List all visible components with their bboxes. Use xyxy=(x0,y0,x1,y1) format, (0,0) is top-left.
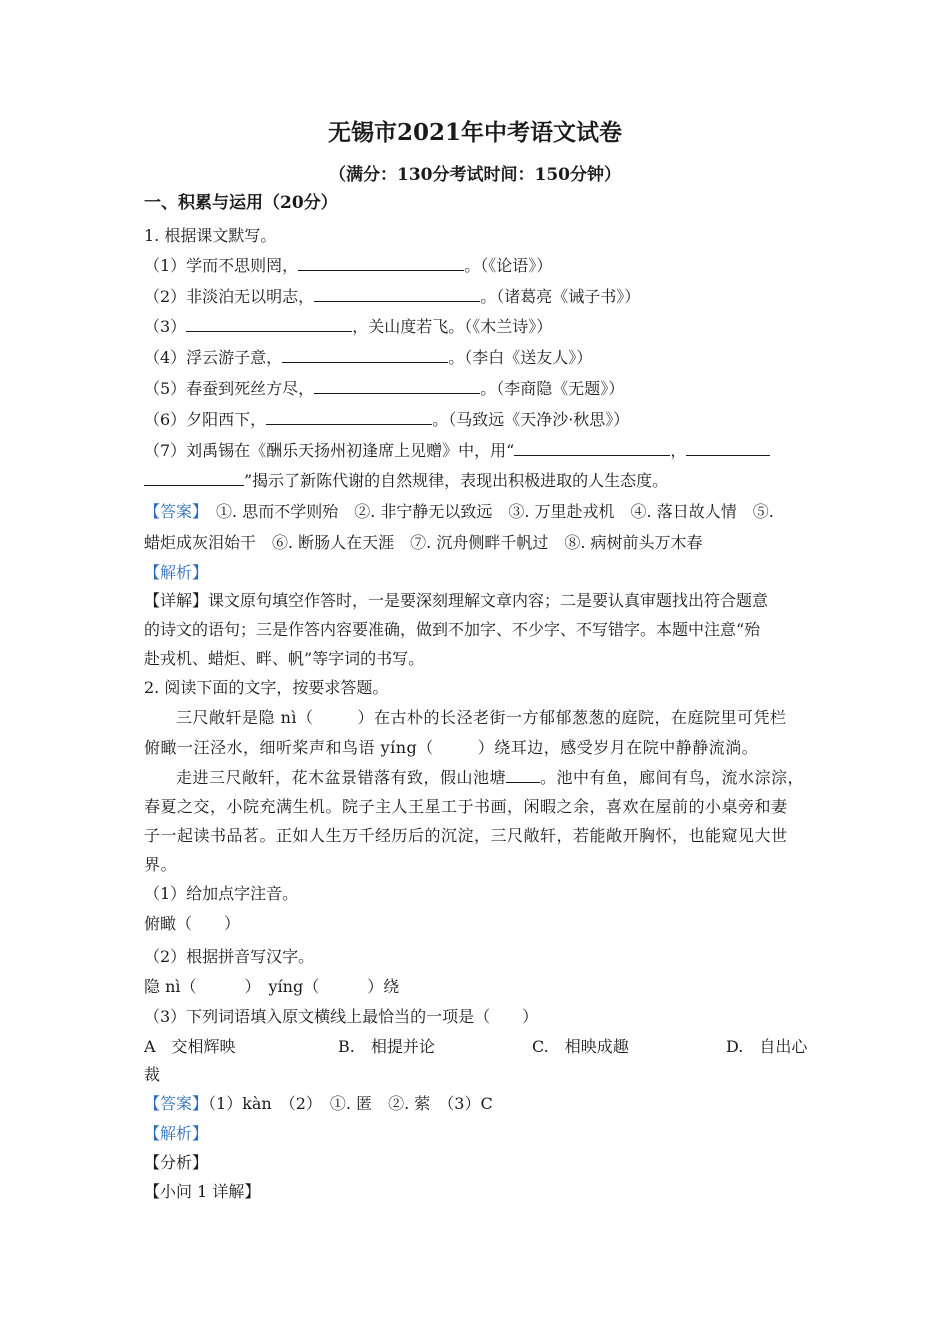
q1-item-4: （4）浮云游子意， 。（李白《送友人》） xyxy=(144,348,593,367)
q2-passage-2b: 春夏之交，小院充满生机。院子主人王星工于书画，闲暇之余，喜欢在屋前的小桌旁和妻 xyxy=(144,797,788,816)
blank xyxy=(298,256,464,271)
exam-title: 无锡市2021年中考语文试卷 xyxy=(327,119,622,146)
blank xyxy=(314,287,480,302)
q2-sub1-question: 俯瞰（ ） xyxy=(144,914,241,933)
q2-passage-2d: 界。 xyxy=(144,855,178,874)
q2-stem: 2. 阅读下面的文字，按要求答题。 xyxy=(144,678,389,697)
q2-sub1: （1）给加点字注音。 xyxy=(144,884,299,903)
q2-passage-2c: 子一起读书品茗。正如人生万千经历后的沉淀，三尺敞轩，若能敞开胸怀，也能窥见大世 xyxy=(144,826,788,845)
q2-sub3: （3）下列词语填入原文横线上最恰当的一项是（ ） xyxy=(144,1007,539,1026)
section-heading: 一、积累与运用（20分） xyxy=(144,193,338,213)
fenxi-label: 【分析】 xyxy=(144,1153,209,1172)
blank xyxy=(266,410,432,425)
blank xyxy=(314,379,480,394)
analysis-tag: 【解析】 xyxy=(144,1124,209,1143)
blank xyxy=(686,441,770,456)
q2-answer: 【答案】（1）kàn （2） ①. 匿 ②. 萦 （3）C xyxy=(144,1094,493,1113)
q1-item-3: （3） ，关山度若飞。（《木兰诗》） xyxy=(144,317,553,336)
q1-detail-3: 赴戎机、蜡炬、畔、帆”等字词的书写。 xyxy=(144,649,425,668)
q2-passage-2a: 走进三尺敞轩，花木盆景错落有致，假山池塘 。池中有鱼，廊间有鸟，流水淙淙， xyxy=(176,768,805,787)
q1-detail-1: 【详解】课文原句填空作答时，一是要深刻理解文章内容；二是要认真审题找出符合题意 xyxy=(144,591,769,610)
q1-answer-line-2: 蜡炬成灰泪始干 ⑥. 断肠人在天涯 ⑦. 沉舟侧畔千帆过 ⑧. 病树前头万木春 xyxy=(144,533,703,552)
option-a: A 交相辉映 xyxy=(144,1037,236,1056)
answer-tag: 【答案】 xyxy=(144,1094,209,1113)
q2-passage-1a: 三尺敞轩是隐 nì（ ）在古朴的长泾老街一方郁郁葱葱的庭院，在庭院里可凭栏 xyxy=(176,708,787,727)
q1-item-1: （1）学而不思则罔， 。（《论语》） xyxy=(144,256,553,275)
q1-item-6: （6）夕阳西下， 。（马致远《天净沙·秋思》） xyxy=(144,410,630,429)
blank xyxy=(514,441,670,456)
blank xyxy=(186,317,352,332)
exam-subtitle: （满分：130分考试时间：150分钟） xyxy=(329,165,621,185)
q1-answer-line-1: 【答案】 ①. 思而不学则殆 ②. 非宁静无以致远 ③. 万里赴戎机 ④. 落日故人情 ⑤. xyxy=(144,502,774,521)
option-b: B. 相提并论 xyxy=(338,1037,435,1056)
q2-sub2: （2）根据拼音写汉字。 xyxy=(144,947,315,966)
blank xyxy=(282,348,448,363)
q2-sub2-question: 隐 nì（ ） yíng（ ）绕 xyxy=(144,977,400,996)
analysis-tag: 【解析】 xyxy=(144,563,209,582)
option-d-cont: 裁 xyxy=(144,1065,161,1084)
q1-item-5: （5）春蚕到死丝方尽， 。（李商隐《无题》） xyxy=(144,379,625,398)
blank xyxy=(144,471,244,486)
blank xyxy=(506,768,540,783)
option-c: C. 相映成趣 xyxy=(532,1037,629,1056)
q2-passage-1b: 俯瞰一汪泾水，细听桨声和鸟语 yíng（ ）绕耳边，感受岁月在院中静静流淌。 xyxy=(144,738,759,757)
sub1-detail-label: 【小问 1 详解】 xyxy=(144,1182,261,1201)
answer-tag: 【答案】 xyxy=(144,502,201,521)
q1-item-7: （7）刘禹锡在《酬乐天扬州初逢席上见赠》中，用“ ， xyxy=(144,440,770,462)
q1-detail-2: 的诗文的语句；三是作答内容要准确，做到不加字、不少字、不写错字。本题中注意“殆 xyxy=(144,620,761,639)
q1-item-7-cont: ”揭示了新陈代谢的自然规律，表现出积极进取的人生态度。 xyxy=(144,470,668,492)
q1-stem: 1. 根据课文默写。 xyxy=(144,226,277,245)
q1-item-2: （2）非淡泊无以明志， 。（诸葛亮《诫子书》） xyxy=(144,287,641,306)
option-d: D. 自出心 xyxy=(726,1037,808,1056)
